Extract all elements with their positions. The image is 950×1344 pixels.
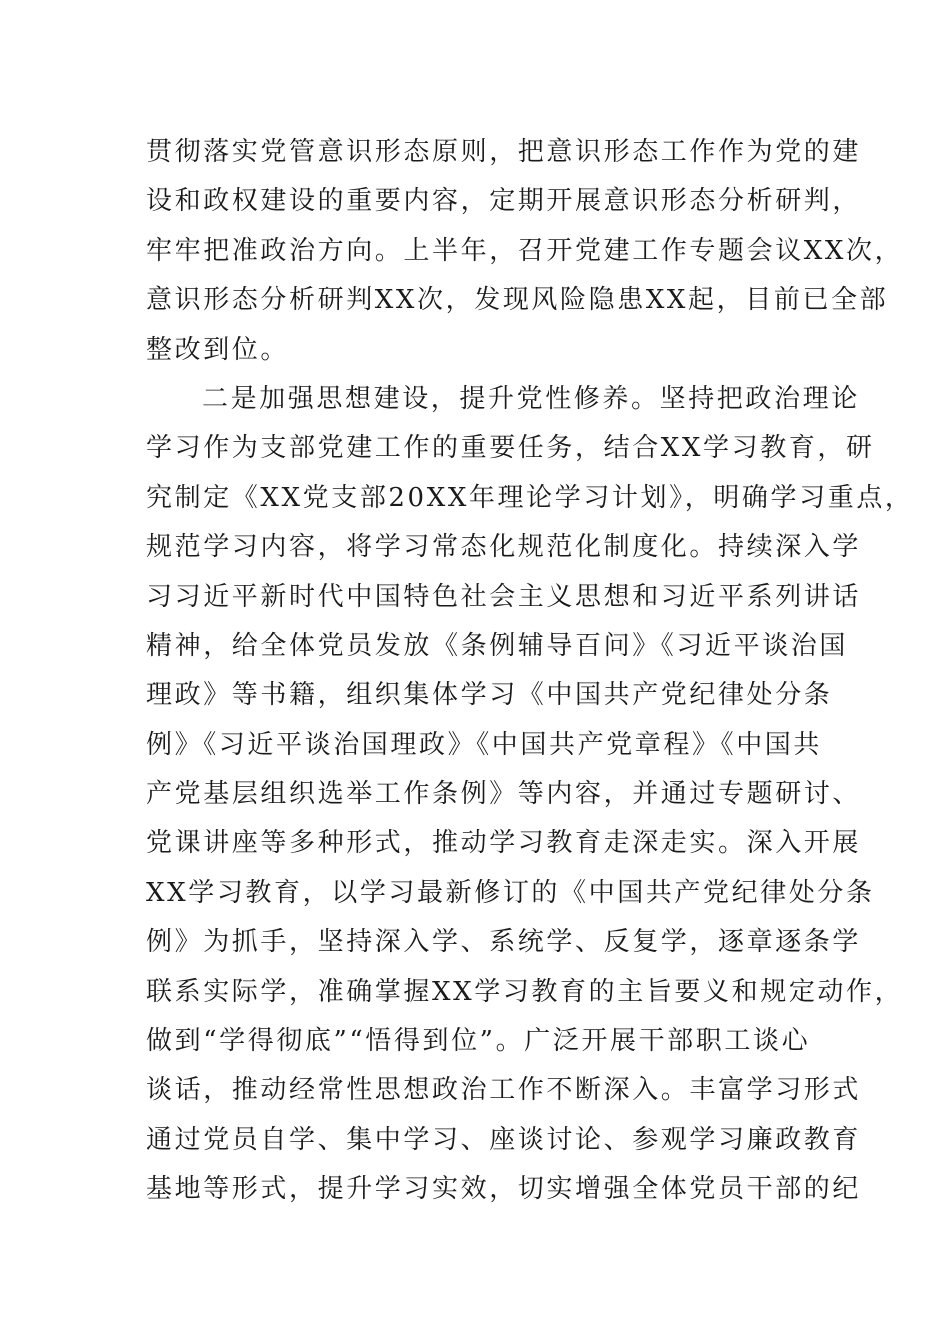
- paragraph-start-line: 二是加强思想建设，提升党性修养。坚持把政治理论: [202, 383, 860, 414]
- text-line: XX学习教育，以学习最新修订的《中国共产党纪律处分条: [146, 877, 875, 908]
- text-line: 学习作为支部党建工作的重要任务，结合XX学习教育，研: [146, 433, 875, 464]
- text-line: 规范学习内容，将学习常态化规范化制度化。持续深入学: [146, 532, 862, 563]
- text-line: 通过党员自学、集中学习、座谈讨论、参观学习廉政教育: [146, 1124, 862, 1155]
- text-line: 例》为抓手，坚持深入学、系统学、反复学，逐章逐条学: [146, 927, 862, 958]
- text-line: 整改到位。: [146, 334, 290, 365]
- text-line: 贯彻落实党管意识形态原则，把意识形态工作作为党的建: [146, 137, 862, 167]
- text-line: 究制定《XX党支部20XX年理论学习计划》，明确学习重点，: [146, 482, 914, 513]
- text-line: 产党基层组织选举工作条例》等内容，并通过专题研讨、: [146, 779, 862, 810]
- body-text: [146, 128, 914, 1215]
- text-line: 党课讲座等多种形式，推动学习教育走深走实。深入开展: [146, 828, 862, 859]
- text-line: 牢牢把准政治方向。上半年，召开党建工作专题会议XX次，: [146, 235, 904, 266]
- text-line: 基地等形式，提升学习实效，切实增强全体党员干部的纪: [146, 1174, 862, 1205]
- text-line: 理政》等书籍，组织集体学习《中国共产党纪律处分条: [146, 680, 833, 711]
- text-line: 例》《习近平谈治国理政》《中国共产党章程》《中国共: [146, 729, 823, 760]
- text-line: 意识形态分析研判XX次，发现风险隐患XX起，目前已全部: [146, 285, 889, 316]
- text-line: 谈话，推动经常性思想政治工作不断深入。丰富学习形式: [146, 1075, 862, 1106]
- text-line: 习习近平新时代中国特色社会主义思想和习近平系列讲话: [146, 581, 862, 612]
- text-line: 联系实际学，准确掌握XX学习教育的主旨要义和规定动作，: [146, 976, 904, 1007]
- text-line: 设和政权建设的重要内容，定期开展意识形态分析研判，: [146, 186, 862, 217]
- text-line: 精神，给全体党员发放《条例辅导百问》《习近平谈治国: [146, 630, 849, 661]
- text-line: 做到“学得彻底”“悟得到位”。广泛开展干部职工谈心: [146, 1026, 811, 1057]
